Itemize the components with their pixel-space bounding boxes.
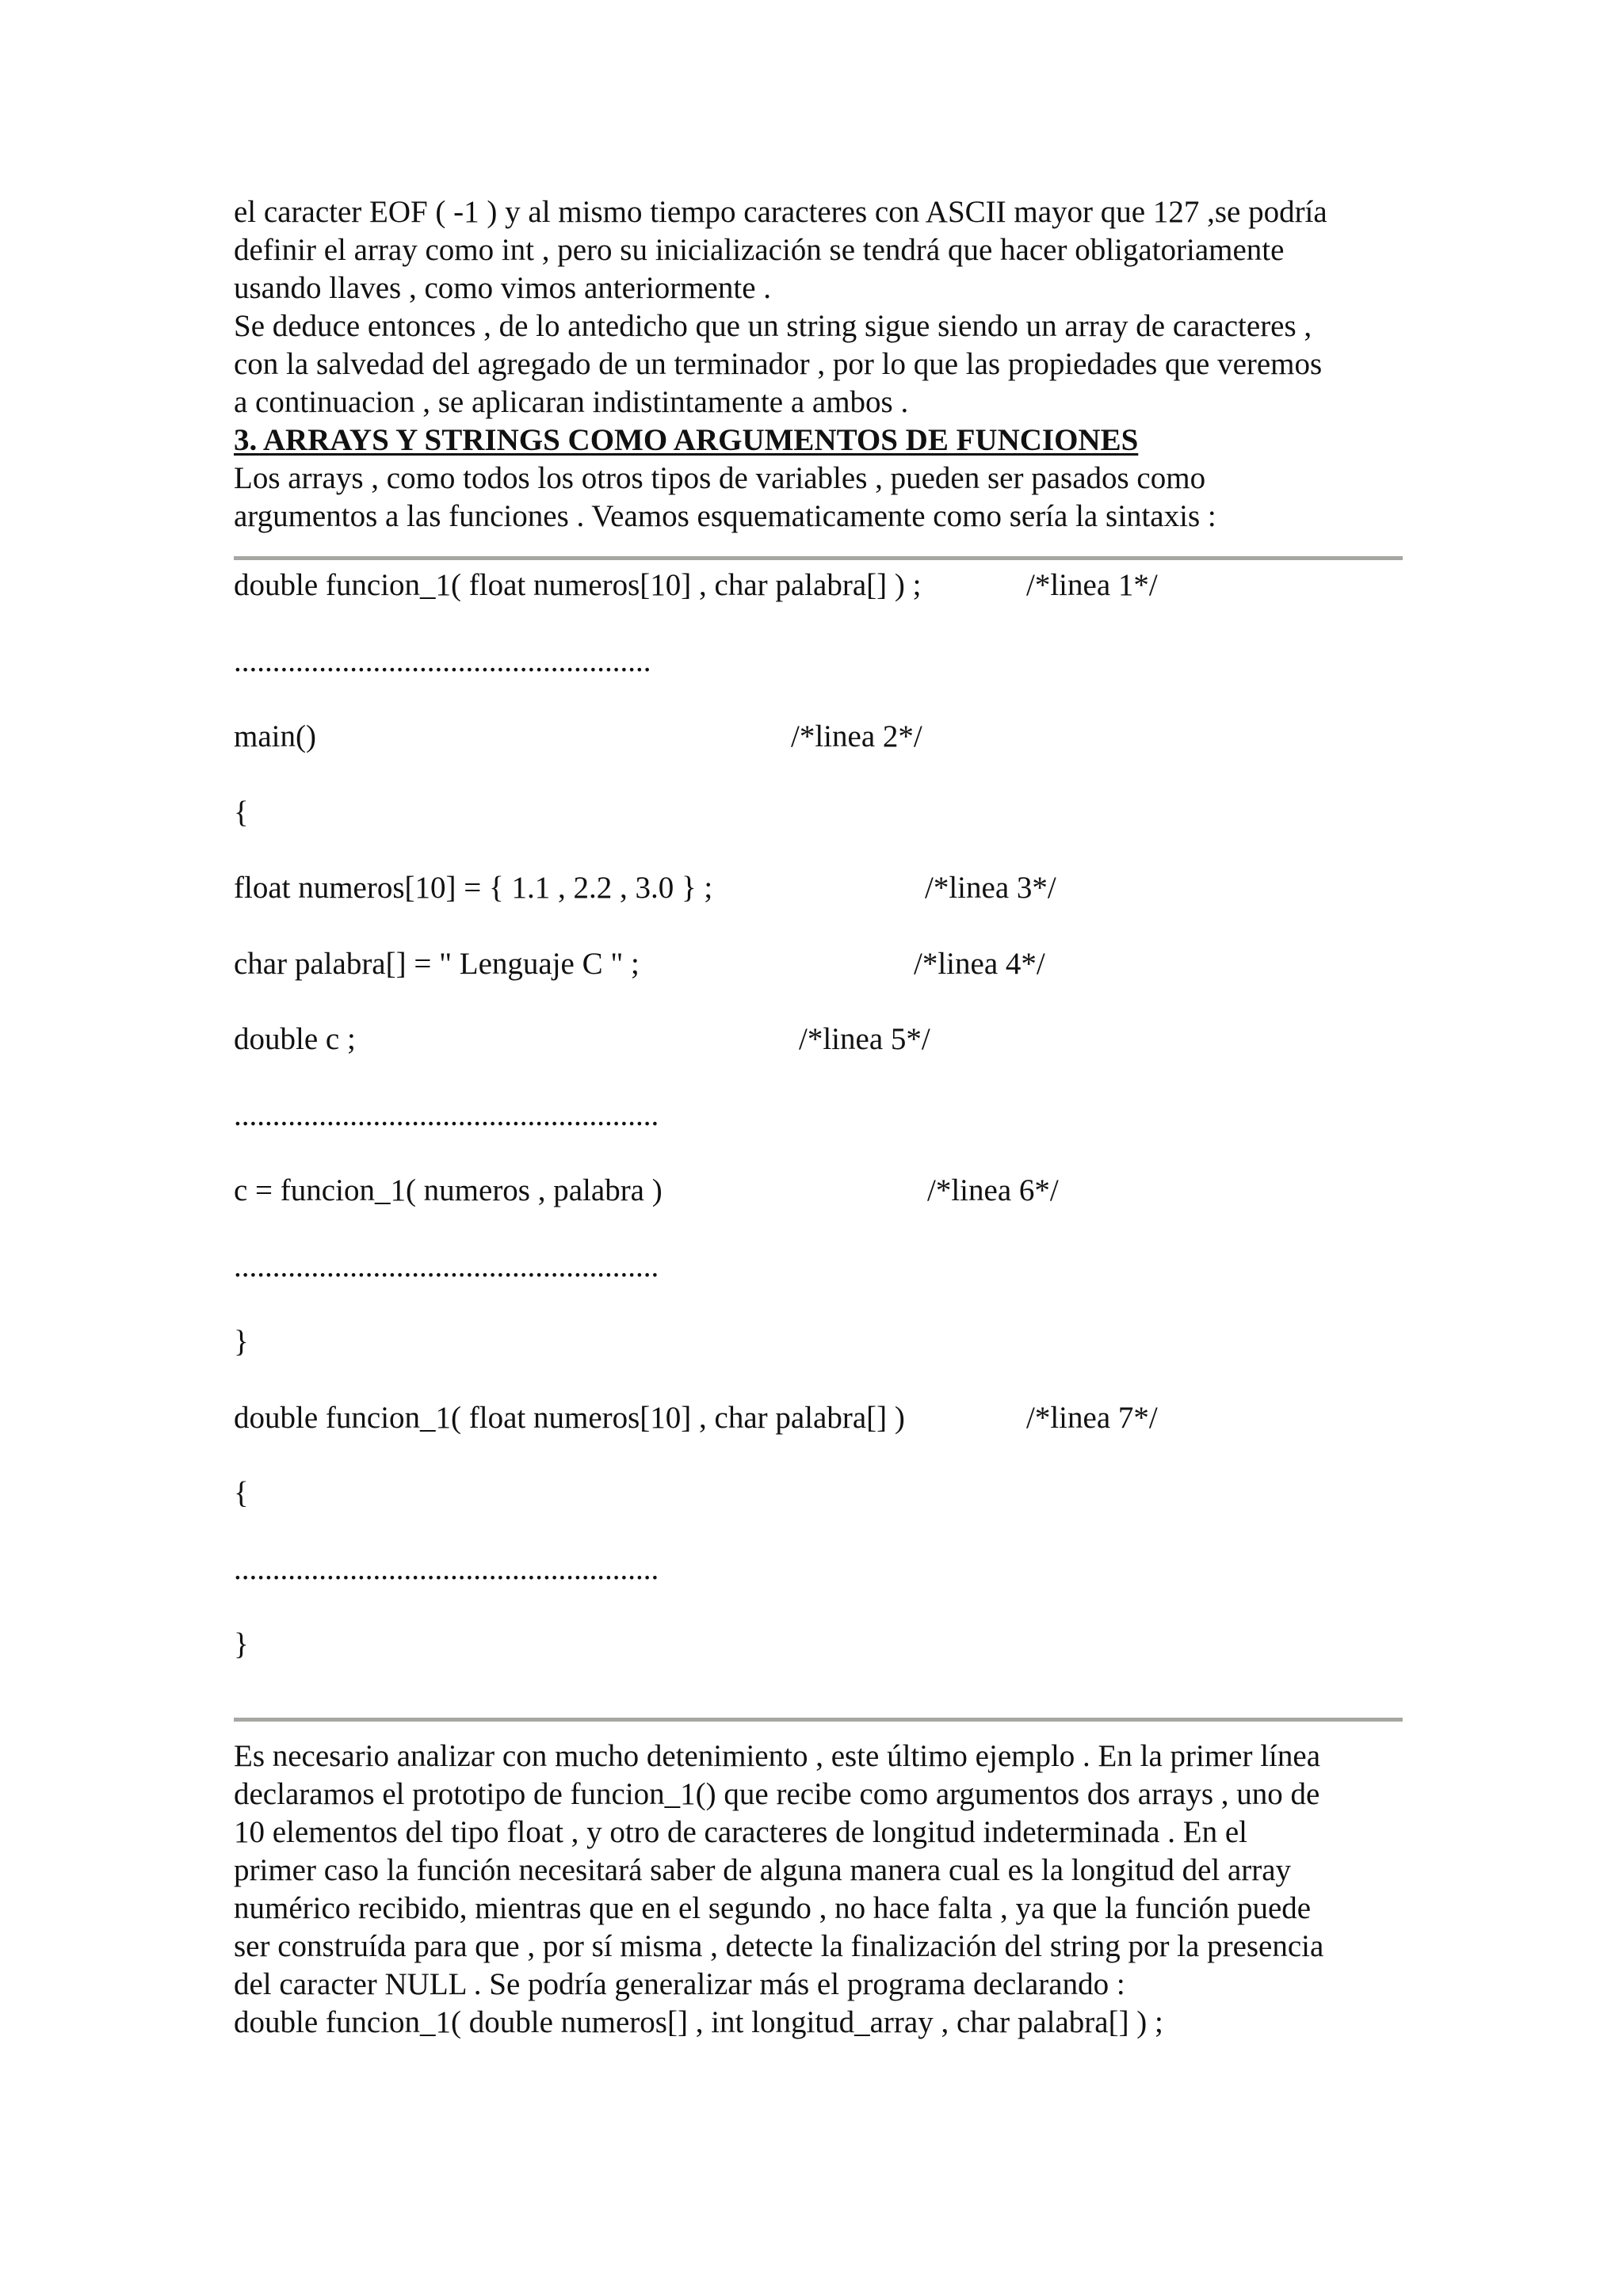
code-text: char palabra[] = " Lenguaje C " ;: [234, 946, 640, 981]
code-comment: /*linea 5*/: [799, 1022, 930, 1056]
code-ellipsis: .......................................................: [234, 1249, 659, 1283]
code-line: [234, 1626, 1403, 1702]
text-line: argumentos a las funciones . Veamos esquematicamente como sería la sintaxis :: [234, 499, 1216, 533]
document-page: [234, 193, 1403, 2042]
code-comment: /*linea 3*/: [925, 871, 1056, 905]
code-text: float numeros[10] = { 1.1 , 2.2 , 3.0 } ;: [234, 871, 713, 905]
code-line: [234, 1097, 1403, 1173]
text-line: a continuacion , se aplicaran indistintamente a ambos .: [234, 385, 909, 419]
section-intro-paragraph: [234, 460, 1403, 536]
code-line: [234, 1248, 1403, 1324]
code-text: double funcion_1( float numeros[10] , char palabra[] ): [234, 1400, 905, 1435]
text-line: Es necesario analizar con mucho detenimiento , este último ejemplo . En la primer línea: [234, 1738, 1321, 1773]
closing-paragraph: [234, 1737, 1403, 2042]
code-text: {: [234, 795, 249, 830]
intro-paragraph: [234, 193, 1403, 421]
code-ellipsis: .......................................................: [234, 1097, 659, 1132]
code-text: c = funcion_1( numeros , palabra ): [234, 1173, 663, 1207]
text-line: ser construída para que , por sí misma , detecte la finalización del string por la presencia: [234, 1928, 1324, 1963]
code-bottom-divider: [234, 1718, 1403, 1722]
text-line: del caracter NULL . Se podría generalizar más el programa declarando :: [234, 1966, 1125, 2001]
code-line: [234, 1474, 1403, 1550]
code-comment: /*linea 1*/: [1026, 568, 1158, 602]
section-heading: 3. ARRAYS Y STRINGS COMO ARGUMENTOS DE FUNCIONES: [234, 423, 1139, 457]
code-comment: /*linea 6*/: [927, 1173, 1059, 1207]
code-line: [234, 1323, 1403, 1399]
code-line: [234, 1020, 1403, 1097]
code-text: double c ;: [234, 1022, 356, 1056]
code-comment: /*linea 4*/: [914, 946, 1045, 981]
code-text: double funcion_1( float numeros[10] , char palabra[] ) ;: [234, 568, 922, 602]
code-text: }: [234, 1325, 249, 1359]
code-line: [234, 794, 1403, 870]
code-ellipsis: ......................................................: [234, 643, 651, 678]
code-text: main(): [234, 719, 316, 753]
text-line: double funcion_1( double numeros[] , int longitud_array , char palabra[] ) ;: [234, 2004, 1163, 2039]
code-ellipsis: .......................................................: [234, 1551, 659, 1586]
text-line: con la salvedad del agregado de un terminador , por lo que las propiedades que veremos: [234, 347, 1323, 381]
code-comment: /*linea 2*/: [791, 719, 922, 753]
text-line: declaramos el prototipo de funcion_1() que recibe como argumentos dos arrays , uno de: [234, 1776, 1320, 1811]
code-line: [234, 566, 1403, 643]
code-line: [234, 1172, 1403, 1248]
text-line: numérico recibido, mientras que en el segundo , no hace falta , ya que la función puede: [234, 1890, 1312, 1925]
text-line: el caracter EOF ( -1 ) y al mismo tiempo caracteres con ASCII mayor que 127 ,se podría: [234, 195, 1327, 229]
text-line: definir el array como int , pero su inicialización se tendrá que hacer obligatoriamente: [234, 233, 1285, 267]
text-line: 10 elementos del tipo float , y otro de caracteres de longitud indeterminada . En el: [234, 1814, 1247, 1849]
text-line: usando llaves , como vimos anteriormente .: [234, 271, 772, 305]
code-line: [234, 1550, 1403, 1627]
code-line: [234, 869, 1403, 945]
code-example: [234, 560, 1403, 1702]
text-line: Los arrays , como todos los otros tipos de variables , pueden ser pasados como: [234, 461, 1206, 495]
code-line: [234, 643, 1403, 719]
text-line: primer caso la función necesitará saber de alguna manera cual es la longitud del array: [234, 1852, 1292, 1887]
code-comment: /*linea 7*/: [1026, 1400, 1158, 1435]
code-line: [234, 1399, 1403, 1475]
code-text: }: [234, 1627, 249, 1661]
code-line: [234, 718, 1403, 794]
code-line: [234, 945, 1403, 1021]
code-text: {: [234, 1476, 249, 1510]
text-line: Se deduce entonces , de lo antedicho que un string sigue siendo un array de caracteres ,: [234, 309, 1312, 343]
